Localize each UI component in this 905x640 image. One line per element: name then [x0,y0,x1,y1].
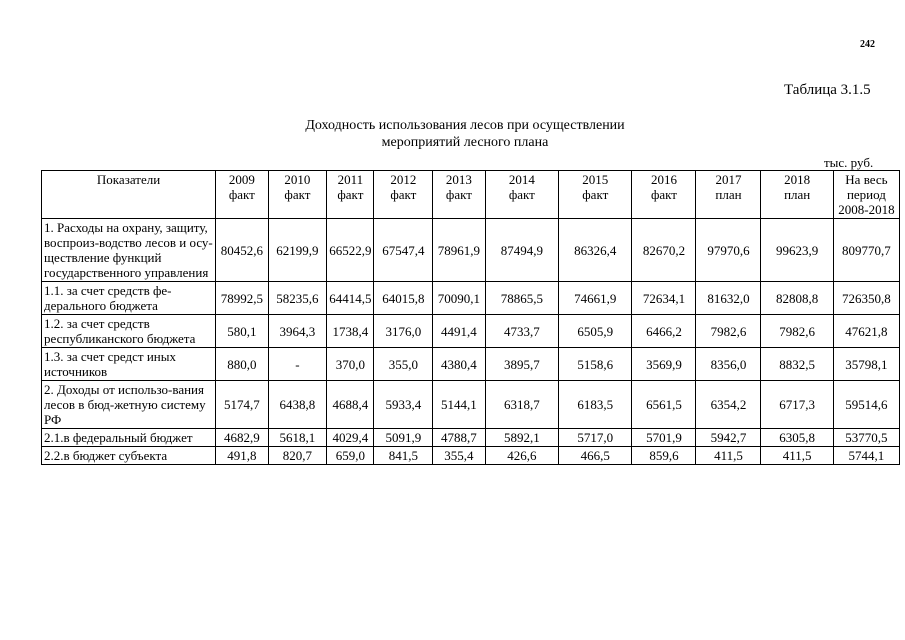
value-cell: 4733,7 [485,315,558,348]
header-line-1: 2017 [715,172,742,187]
header-cell [485,171,558,219]
value-cell: 82670,2 [632,219,696,282]
value-cell: 7982,6 [696,315,761,348]
value-cell: 5174,7 [216,381,268,429]
header-cell [327,171,374,219]
value-cell: 6561,5 [632,381,696,429]
value-cell: 6318,7 [485,381,558,429]
header-line-1: 2018 [784,172,811,187]
row-label: 2. Доходы от использо-вания лесов в бюд-жетную систему РФ [42,381,216,429]
value-cell: 859,6 [632,447,696,465]
row-label: 2.1.в федеральный бюджет [42,429,216,447]
header-cell [42,171,216,219]
table-row [42,315,900,348]
value-cell: 4788,7 [433,429,485,447]
header-line-2: план [784,187,811,202]
header-cell [268,171,327,219]
value-cell: 81632,0 [696,282,761,315]
value-cell: 47621,8 [833,315,899,348]
value-cell: 5933,4 [374,381,433,429]
value-cell: 66522,9 [327,219,374,282]
value-cell: 466,5 [559,447,632,465]
value-cell: 5618,1 [268,429,327,447]
value-cell: 87494,9 [485,219,558,282]
value-cell: 6305,8 [761,429,833,447]
header-line-2: факт [445,187,472,202]
value-cell: 78961,9 [433,219,485,282]
table-label: Таблица 3.1.5 [784,82,871,98]
header-line-1: 2011 [337,172,364,187]
header-cell [696,171,761,219]
value-cell: - [268,348,327,381]
value-cell: 411,5 [696,447,761,465]
value-cell: 5942,7 [696,429,761,447]
value-cell: 5091,9 [374,429,433,447]
header-line-2: факт [582,187,609,202]
header-line-2: факт [508,187,535,202]
value-cell: 74661,9 [559,282,632,315]
value-cell: 355,0 [374,348,433,381]
value-cell: 6354,2 [696,381,761,429]
value-cell: 491,8 [216,447,268,465]
value-cell: 97970,6 [696,219,761,282]
value-cell: 4380,4 [433,348,485,381]
value-cell: 3176,0 [374,315,433,348]
header-line-2: факт [228,187,255,202]
value-cell: 726350,8 [833,282,899,315]
value-cell: 64015,8 [374,282,433,315]
header-line-2: план [715,187,742,202]
value-cell: 5701,9 [632,429,696,447]
header-cell [216,171,268,219]
header-line-3: 2008-2018 [838,202,895,217]
header-line-1: 2014 [508,172,535,187]
header-line-1: Показатели [96,172,161,187]
header-row [42,171,900,219]
row-label: 1.1. за счет средств фе-дерального бюджета [42,282,216,315]
header-line-2: факт [337,187,364,202]
table-caption [200,117,730,151]
value-cell: 99623,9 [761,219,833,282]
value-cell: 5717,0 [559,429,632,447]
value-cell: 4029,4 [327,429,374,447]
header-line-2: факт [284,187,311,202]
header-cell [559,171,632,219]
page-number: 242 [860,39,875,50]
value-cell: 355,4 [433,447,485,465]
table-row [42,429,900,447]
value-cell: 82808,8 [761,282,833,315]
value-cell: 62199,9 [268,219,327,282]
value-cell: 6717,3 [761,381,833,429]
value-cell: 3964,3 [268,315,327,348]
value-cell: 880,0 [216,348,268,381]
table-row [42,282,900,315]
header-line-1: 2009 [228,172,255,187]
value-cell: 3895,7 [485,348,558,381]
table-row [42,219,900,282]
value-cell: 78992,5 [216,282,268,315]
header-cell [433,171,485,219]
value-cell: 809770,7 [833,219,899,282]
row-label: 1.3. за счет средст иных источников [42,348,216,381]
value-cell: 426,6 [485,447,558,465]
header-cell [761,171,833,219]
value-cell: 6505,9 [559,315,632,348]
row-label: 1. Расходы на охрану, защиту, воспроиз-водство лесов и осу-ществление функций государственного управления [42,219,216,282]
value-cell: 35798,1 [833,348,899,381]
value-cell: 72634,1 [632,282,696,315]
value-cell: 5158,6 [559,348,632,381]
value-cell: 78865,5 [485,282,558,315]
table-row [42,381,900,429]
value-cell: 53770,5 [833,429,899,447]
value-cell: 4682,9 [216,429,268,447]
value-cell: 8832,5 [761,348,833,381]
header-line-2: факт [390,187,417,202]
header-line-1: 2010 [284,172,311,187]
value-cell: 820,7 [268,447,327,465]
value-cell: 6438,8 [268,381,327,429]
header-line-1: 2015 [582,172,609,187]
value-cell: 659,0 [327,447,374,465]
header-line-1: На весь [845,172,888,187]
value-cell: 370,0 [327,348,374,381]
value-cell: 4688,4 [327,381,374,429]
value-cell: 59514,6 [833,381,899,429]
value-cell: 86326,4 [559,219,632,282]
header-line-1: 2012 [390,172,417,187]
header-line-2: период [846,187,886,202]
value-cell: 1738,4 [327,315,374,348]
value-cell: 80452,6 [216,219,268,282]
row-label: 2.2.в бюджет субъекта [42,447,216,465]
value-cell: 70090,1 [433,282,485,315]
value-cell: 6183,5 [559,381,632,429]
value-cell: 580,1 [216,315,268,348]
header-cell [374,171,433,219]
table-row [42,447,900,465]
value-cell: 5144,1 [433,381,485,429]
row-label: 1.2. за счет средств республиканского бюджета [42,315,216,348]
value-cell: 64414,5 [327,282,374,315]
header-line-1: 2013 [445,172,472,187]
table-row [42,348,900,381]
value-cell: 5892,1 [485,429,558,447]
value-cell: 6466,2 [632,315,696,348]
header-line-1: 2016 [650,172,677,187]
header-cell [833,171,899,219]
value-cell: 67547,4 [374,219,433,282]
caption-line-1: Доходность использования лесов при осуществлении [305,118,625,133]
value-cell: 411,5 [761,447,833,465]
value-cell: 4491,4 [433,315,485,348]
value-cell: 8356,0 [696,348,761,381]
profitability-table [41,170,900,465]
value-cell: 3569,9 [632,348,696,381]
value-cell: 7982,6 [761,315,833,348]
value-cell: 5744,1 [833,447,899,465]
value-cell: 841,5 [374,447,433,465]
header-line-2: факт [650,187,677,202]
caption-line-2: мероприятий лесного плана [381,135,549,150]
units-label: тыс. руб. [824,155,874,170]
header-cell [632,171,696,219]
value-cell: 58235,6 [268,282,327,315]
